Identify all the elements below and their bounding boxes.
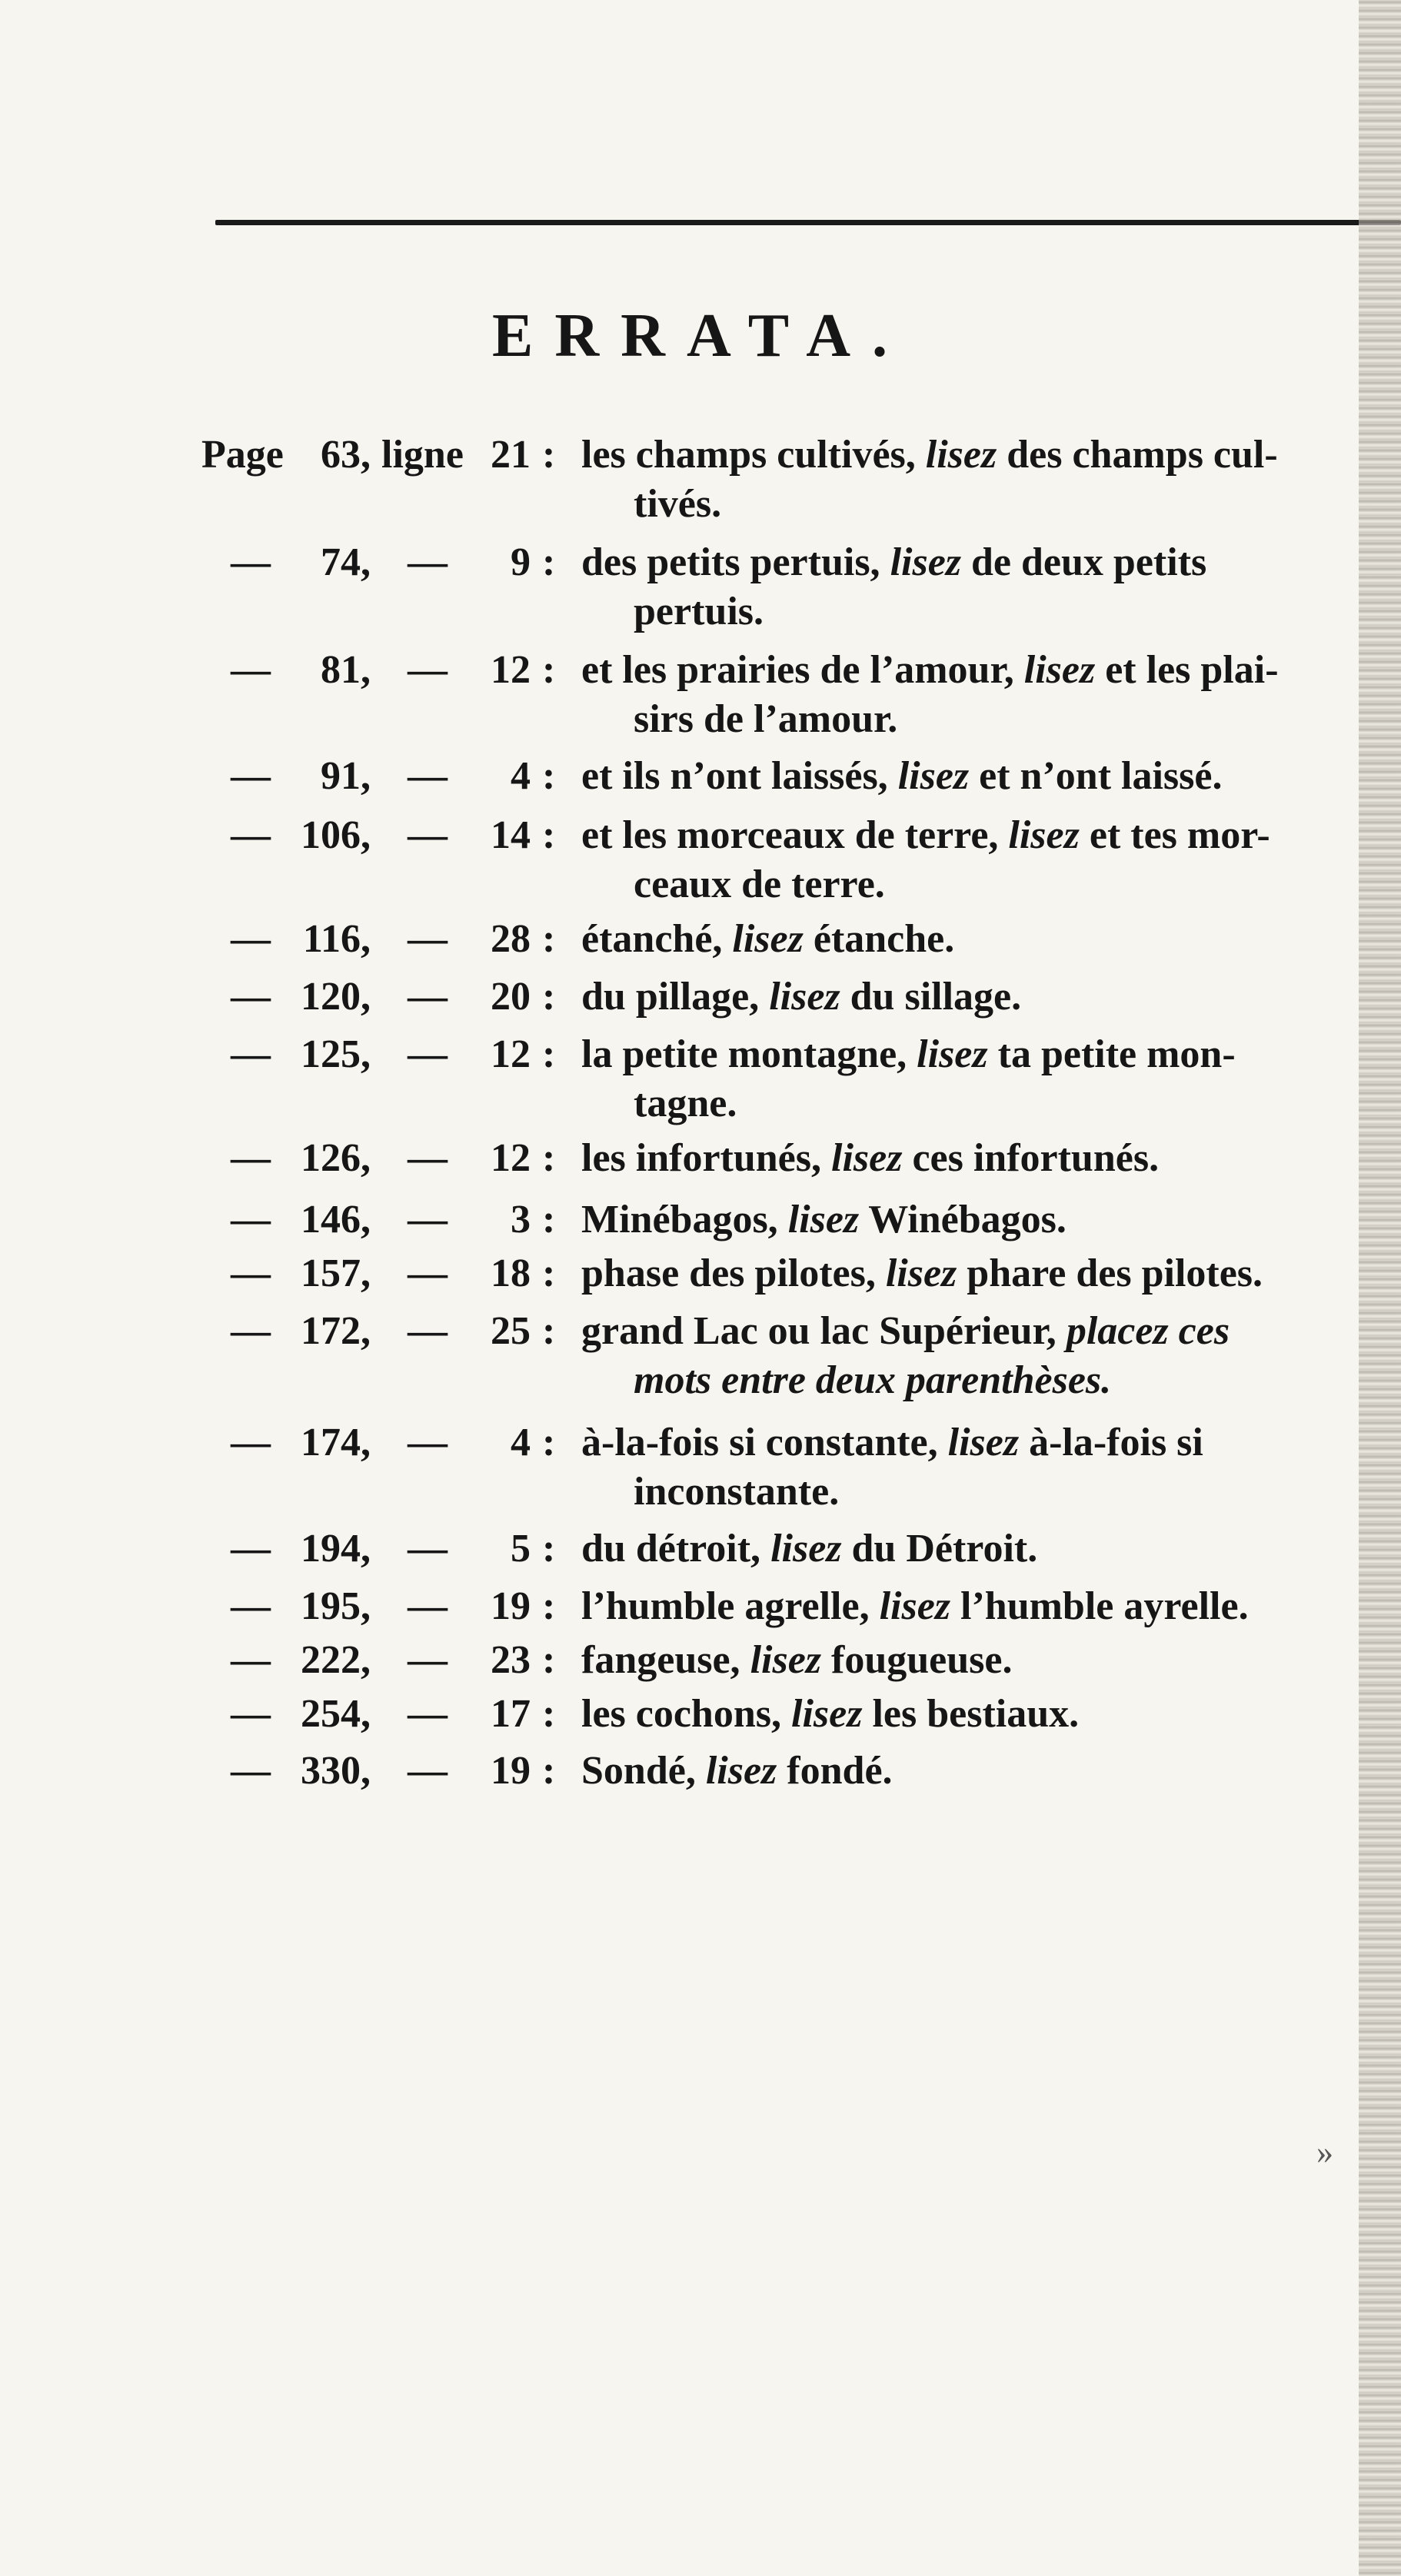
line-dash: — xyxy=(408,540,448,584)
entry-line: 4 xyxy=(511,754,531,798)
entry-page: 254, xyxy=(301,1692,371,1736)
entry-text xyxy=(581,1418,1381,1517)
entry-colon: : xyxy=(542,433,556,477)
entry-line: 19 xyxy=(491,1749,531,1793)
entry-text xyxy=(581,1636,1381,1685)
entry-text xyxy=(581,1582,1381,1631)
entry-instruction: lisez xyxy=(897,754,970,798)
line-dash: — xyxy=(408,1527,448,1571)
entry-instruction: lisez xyxy=(1023,648,1096,692)
entry-wrong: et ils n’ont laissés, xyxy=(581,754,888,798)
entry-instruction: lisez xyxy=(770,1527,842,1571)
entry-correction: étanche. xyxy=(813,917,955,961)
entry-continuation: tagne. xyxy=(634,1082,737,1125)
line-dash: — xyxy=(408,1136,448,1180)
entry-line: 18 xyxy=(491,1251,531,1295)
line-dash: — xyxy=(408,1749,448,1793)
top-rule xyxy=(215,220,1401,225)
entry-page: 146, xyxy=(301,1198,371,1241)
page-label: Page xyxy=(201,433,284,477)
entry-line: 4 xyxy=(511,1421,531,1464)
entry-colon: : xyxy=(542,1032,556,1076)
entry-page: 222, xyxy=(301,1638,371,1682)
entry-correction: phare des pilotes. xyxy=(967,1251,1263,1295)
page-dash: — xyxy=(231,754,271,798)
entry-page: 74, xyxy=(321,540,371,584)
entry-colon: : xyxy=(542,648,556,692)
entry-colon: : xyxy=(542,540,556,584)
entry-instruction: lisez xyxy=(791,1692,863,1736)
entry-wrong: la petite montagne, xyxy=(581,1032,907,1076)
line-dash: — xyxy=(408,1251,448,1295)
entry-line: 12 xyxy=(491,648,531,692)
entry-wrong: grand Lac ou lac Supérieur, xyxy=(581,1309,1057,1353)
entry-correction: et tes mor- xyxy=(1089,813,1270,857)
entry-text xyxy=(581,1249,1381,1298)
page-dash: — xyxy=(231,1527,271,1571)
entry-colon: : xyxy=(542,1421,556,1464)
entry-correction: les bestiaux. xyxy=(872,1692,1080,1736)
entry-line: 25 xyxy=(491,1309,531,1353)
entry-wrong: du pillage, xyxy=(581,975,760,1019)
entry-text xyxy=(581,646,1381,744)
entry-page: 330, xyxy=(301,1749,371,1793)
entry-wrong: les infortunés, xyxy=(581,1136,821,1180)
entry-correction: à-la-fois si xyxy=(1029,1421,1203,1464)
entry-text xyxy=(581,1747,1381,1796)
entry-text xyxy=(581,1307,1381,1405)
entry-line: 20 xyxy=(491,975,531,1019)
entry-wrong: phase des pilotes, xyxy=(581,1251,876,1295)
entry-page: 194, xyxy=(301,1527,371,1571)
line-dash: — xyxy=(408,1638,448,1682)
line-dash: — xyxy=(408,1032,448,1076)
entry-instruction: lisez xyxy=(787,1198,860,1241)
entry-page: 63, xyxy=(321,433,371,477)
entry-page: 172, xyxy=(301,1309,371,1353)
page-dash: — xyxy=(231,1638,271,1682)
entry-colon: : xyxy=(542,1136,556,1180)
line-dash: — xyxy=(408,754,448,798)
entry-page: 120, xyxy=(301,975,371,1019)
entry-wrong: Sondé, xyxy=(581,1749,696,1793)
entry-instruction: lisez xyxy=(1008,813,1080,857)
entry-colon: : xyxy=(542,1692,556,1736)
entry-colon: : xyxy=(542,1584,556,1628)
entry-wrong: du détroit, xyxy=(581,1527,761,1571)
entry-correction: des champs cul- xyxy=(1007,433,1278,477)
entry-text xyxy=(581,538,1381,637)
entry-instruction: lisez xyxy=(831,1136,903,1180)
entry-colon: : xyxy=(542,813,556,857)
entry-wrong: les cochons, xyxy=(581,1692,781,1736)
entry-continuation: tivés. xyxy=(634,482,722,526)
entry-line: 28 xyxy=(491,917,531,961)
entry-continuation: sirs de l’amour. xyxy=(634,697,898,741)
entry-text xyxy=(581,811,1381,909)
entry-instruction: lisez xyxy=(705,1749,777,1793)
page-title: ERRATA. xyxy=(492,302,909,370)
entry-line: 21 xyxy=(491,433,531,477)
line-dash: — xyxy=(408,1421,448,1464)
entry-colon: : xyxy=(542,754,556,798)
entry-correction: du Détroit. xyxy=(851,1527,1038,1571)
entry-line: 19 xyxy=(491,1584,531,1628)
entry-text xyxy=(581,1134,1381,1183)
entry-page: 174, xyxy=(301,1421,371,1464)
line-dash: — xyxy=(408,1692,448,1736)
entry-colon: : xyxy=(542,1638,556,1682)
entry-instruction: lisez xyxy=(925,433,997,477)
line-dash: — xyxy=(408,975,448,1019)
entry-instruction: lisez xyxy=(769,975,840,1019)
entry-wrong: et les morceaux de terre, xyxy=(581,813,999,857)
entry-correction: et les plai- xyxy=(1105,648,1279,692)
page-dash: — xyxy=(231,1749,271,1793)
entry-text xyxy=(581,1524,1381,1574)
entry-line: 17 xyxy=(491,1692,531,1736)
entry-wrong: à-la-fois si constante, xyxy=(581,1421,938,1464)
entry-colon: : xyxy=(542,917,556,961)
line-dash: — xyxy=(408,648,448,692)
entry-line: 23 xyxy=(491,1638,531,1682)
page-dash: — xyxy=(231,917,271,961)
entry-page: 91, xyxy=(321,754,371,798)
entry-correction: Winébagos. xyxy=(868,1198,1067,1241)
entry-page: 106, xyxy=(301,813,371,857)
entry-page: 125, xyxy=(301,1032,371,1076)
page-dash: — xyxy=(231,975,271,1019)
page-dash: — xyxy=(231,1251,271,1295)
page-dash: — xyxy=(231,1421,271,1464)
entry-wrong: étanché, xyxy=(581,917,723,961)
page-dash: — xyxy=(231,1584,271,1628)
entry-wrong: fangeuse, xyxy=(581,1638,740,1682)
entry-page: 81, xyxy=(321,648,371,692)
entry-colon: : xyxy=(542,1198,556,1241)
entry-line: 12 xyxy=(491,1032,531,1076)
edge-mark: » xyxy=(1316,2133,1333,2171)
entry-correction: ces infortunés. xyxy=(912,1136,1160,1180)
page-dash: — xyxy=(231,813,271,857)
line-dash: — xyxy=(408,813,448,857)
entry-text xyxy=(581,1030,1381,1128)
line-dash: — xyxy=(408,1309,448,1353)
entry-instruction: lisez xyxy=(885,1251,957,1295)
entry-line: 12 xyxy=(491,1136,531,1180)
line-label: ligne xyxy=(381,433,464,477)
entry-colon: : xyxy=(542,1749,556,1793)
entry-correction: et n’ont laissé. xyxy=(979,754,1223,798)
entry-correction: de deux petits xyxy=(971,540,1207,584)
entry-correction: ta petite mon- xyxy=(997,1032,1236,1076)
entry-text xyxy=(581,1690,1381,1739)
entry-continuation: ceaux de terre. xyxy=(634,863,885,906)
page-dash: — xyxy=(231,648,271,692)
entry-text xyxy=(581,972,1381,1022)
entry-continuation: inconstante. xyxy=(634,1470,840,1514)
entry-instruction: lisez xyxy=(947,1421,1020,1464)
entry-text xyxy=(581,430,1381,529)
entry-text xyxy=(581,752,1381,801)
entry-page: 126, xyxy=(301,1136,371,1180)
entry-instruction: lisez xyxy=(732,917,804,961)
entry-wrong: l’humble agrelle, xyxy=(581,1584,870,1628)
entry-text xyxy=(581,915,1381,964)
entry-continuation: pertuis. xyxy=(634,590,764,633)
page-dash: — xyxy=(231,1136,271,1180)
entry-wrong: Minébagos, xyxy=(581,1198,778,1241)
entry-colon: : xyxy=(542,1251,556,1295)
entry-line: 5 xyxy=(511,1527,531,1571)
entry-correction: fougueuse. xyxy=(831,1638,1013,1682)
entry-colon: : xyxy=(542,1309,556,1353)
entry-correction: du sillage. xyxy=(850,975,1022,1019)
entry-page: 157, xyxy=(301,1251,371,1295)
page-dash: — xyxy=(231,1198,271,1241)
entry-wrong: les champs cultivés, xyxy=(581,433,916,477)
entry-instruction: lisez xyxy=(917,1032,988,1076)
entry-colon: : xyxy=(542,975,556,1019)
entry-text xyxy=(581,1195,1381,1245)
entry-line: 9 xyxy=(511,540,531,584)
entry-instruction: lisez xyxy=(890,540,962,584)
entry-correction: l’humble ayrelle. xyxy=(960,1584,1249,1628)
line-dash: — xyxy=(408,917,448,961)
entry-wrong: et les prairies de l’amour, xyxy=(581,648,1014,692)
entry-line: 14 xyxy=(491,813,531,857)
entry-instruction: lisez xyxy=(750,1638,822,1682)
line-dash: — xyxy=(408,1584,448,1628)
entry-colon: : xyxy=(542,1527,556,1571)
entry-page: 116, xyxy=(302,917,371,961)
page-dash: — xyxy=(231,1032,271,1076)
entry-line: 3 xyxy=(511,1198,531,1241)
entry-continuation: mots entre deux parenthèses. xyxy=(634,1358,1112,1402)
entry-correction: fondé. xyxy=(787,1749,893,1793)
line-dash: — xyxy=(408,1198,448,1241)
page-dash: — xyxy=(231,1309,271,1353)
page-dash: — xyxy=(231,540,271,584)
entry-page: 195, xyxy=(301,1584,371,1628)
page-dash: — xyxy=(231,1692,271,1736)
entry-instruction: placez ces xyxy=(1066,1309,1230,1353)
entry-wrong: des petits pertuis, xyxy=(581,540,880,584)
entry-instruction: lisez xyxy=(879,1584,951,1628)
